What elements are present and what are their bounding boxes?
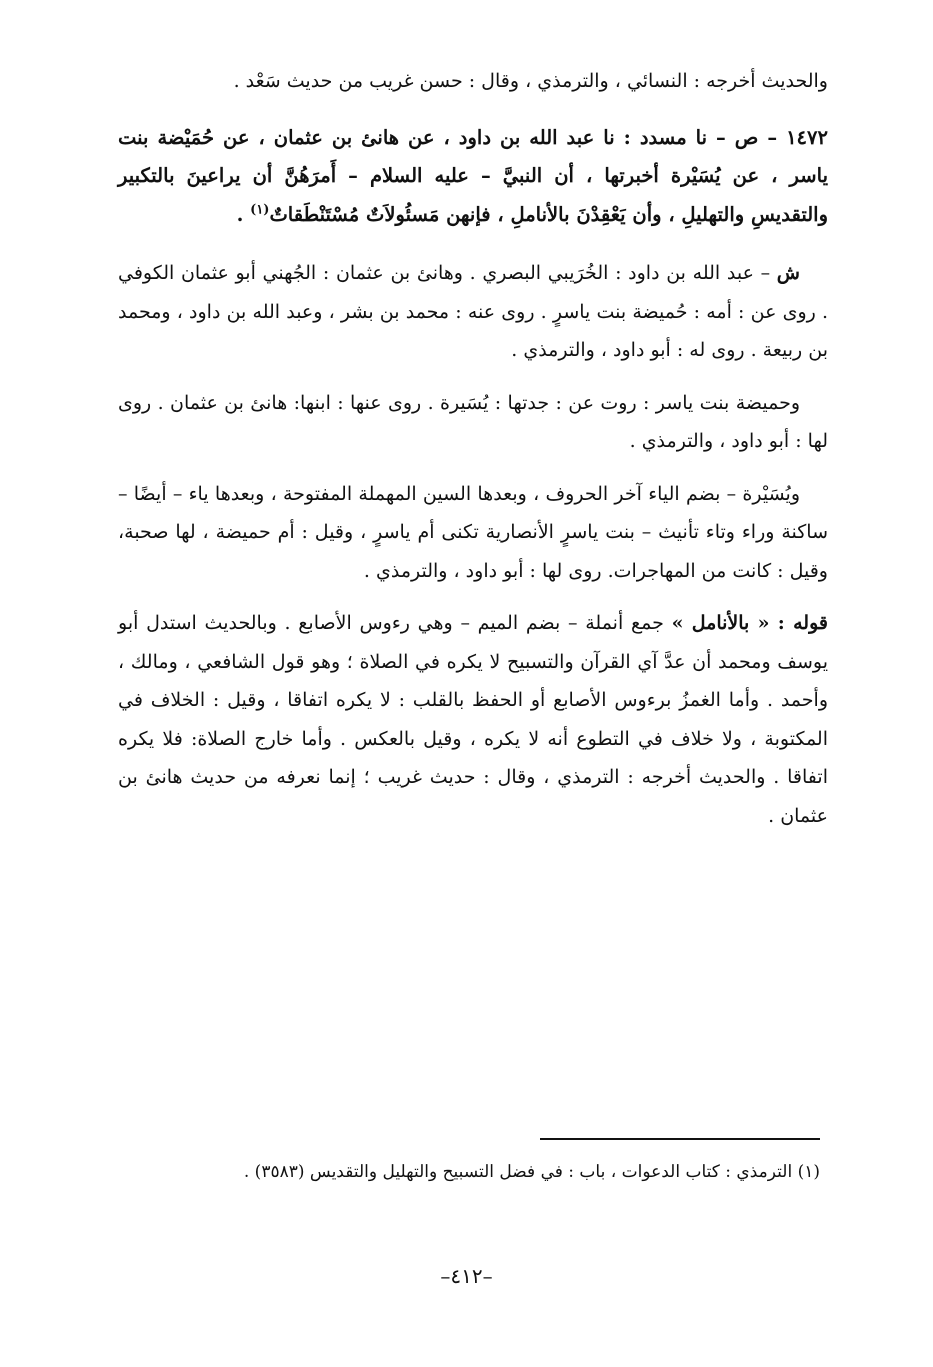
qawluhu-label: قوله : « بالأنامل » bbox=[671, 612, 828, 634]
hadith-end: . bbox=[236, 202, 251, 226]
sharh-text: – عبد الله بن داود : الخُرَيبي البصري . وهانئ بن عثمان : الجُهني أبو عثمان الكوفي . روى عن : أمه : حُميضة بنت ياسرٍ . روى عنه : محمد بن بشر ، وعبد الله بن داود ، ومحمد بن ربيعة . روى له : أبو داود ، والترمذي . bbox=[118, 262, 828, 361]
sharh-label: ش bbox=[776, 262, 800, 284]
hadith-footnote-ref: (١) bbox=[250, 202, 270, 217]
yusayrah-text: ويُسَيْرة – بضم الياء آخر الحروف ، وبعدها السين المهملة المفتوحة ، وبعدها ياء – أيضًا – ساكنة وراء وتاء تأنيث – بنت ياسرٍ الأنصارية تكنى أم ياسرٍ ، وقيل : أم حميضة ، لها صحبة، وقيل : كانت من المهاجرات. روى لها : أبو داود ، والترمذي . bbox=[118, 482, 828, 582]
hadith-number: ١٤٧٢ bbox=[786, 125, 828, 149]
hadith-text: – ص – نا مسدد : نا عبد الله بن داود ، عن هانئ بن عثمان ، عن حُمَيْضة بنت ياسر ، عن يُسَيْرة أخبرتها ، أن النبيَّ – عليه السلام – أَمرَهُنَّ أن يراعينَ بالتكبير والتقديسِ والتهليلِ ، وأن يَعْقِدْنَ بالأناملِ ، فإنهن مَسئُولاَتٌ مُسْتَنْطَقاتٌ bbox=[118, 125, 828, 226]
paragraph-intro bbox=[118, 62, 828, 101]
sharh-paragraph bbox=[118, 254, 828, 370]
main-text bbox=[118, 62, 828, 849]
qawluhu-text: جمع أنملة – بضم الميم – وهي رءوس الأصابع . وبالحديث استدل أبو يوسف ومحمد أن عدَّ آي القرآن والتسبيح لا يكره في الصلاة ؛ وهو قول الشافعي ، ومالك ، وأحمد . وأما الغمزُ برءوس الأصابع أو الحفظ بالقلب : لا يكره اتفاقا ، وقيل : الخلاف في المكتوبة ، ولا خلاف في التطوع أنه لا يكره ، وقيل بالعكس . وأما خارج الصلاة: فلا يكره اتفاقا . والحديث أخرجه : الترمذي ، وقال : حديث غريب ؛ إنما نعرفه من حديث هانئ بن عثمان . bbox=[118, 612, 828, 827]
page-number: –٤١٢– bbox=[440, 1264, 493, 1288]
footnote-divider bbox=[540, 1138, 820, 1140]
humaydah-paragraph bbox=[118, 384, 828, 461]
yusayrah-paragraph bbox=[118, 475, 828, 591]
humaydah-text: وحميضة بنت ياسر : روت عن : جدتها : يُسَيرة . روى عنها : ابنها: هانئ بن عثمان . روى لها : أبو داود ، والترمذي . bbox=[118, 391, 828, 452]
hadith-paragraph bbox=[118, 119, 828, 235]
paragraph-intro-text: والحديث أخرجه : النسائي ، والترمذي ، وقال : حسن غريب من حديث سَعْد . bbox=[233, 70, 828, 92]
qawluhu-paragraph bbox=[118, 604, 828, 835]
footnote: (١) الترمذي : كتاب الدعوات ، باب : في فضل التسبيح والتهليل والتقديس (٣٥٨٣) . bbox=[243, 1162, 820, 1182]
